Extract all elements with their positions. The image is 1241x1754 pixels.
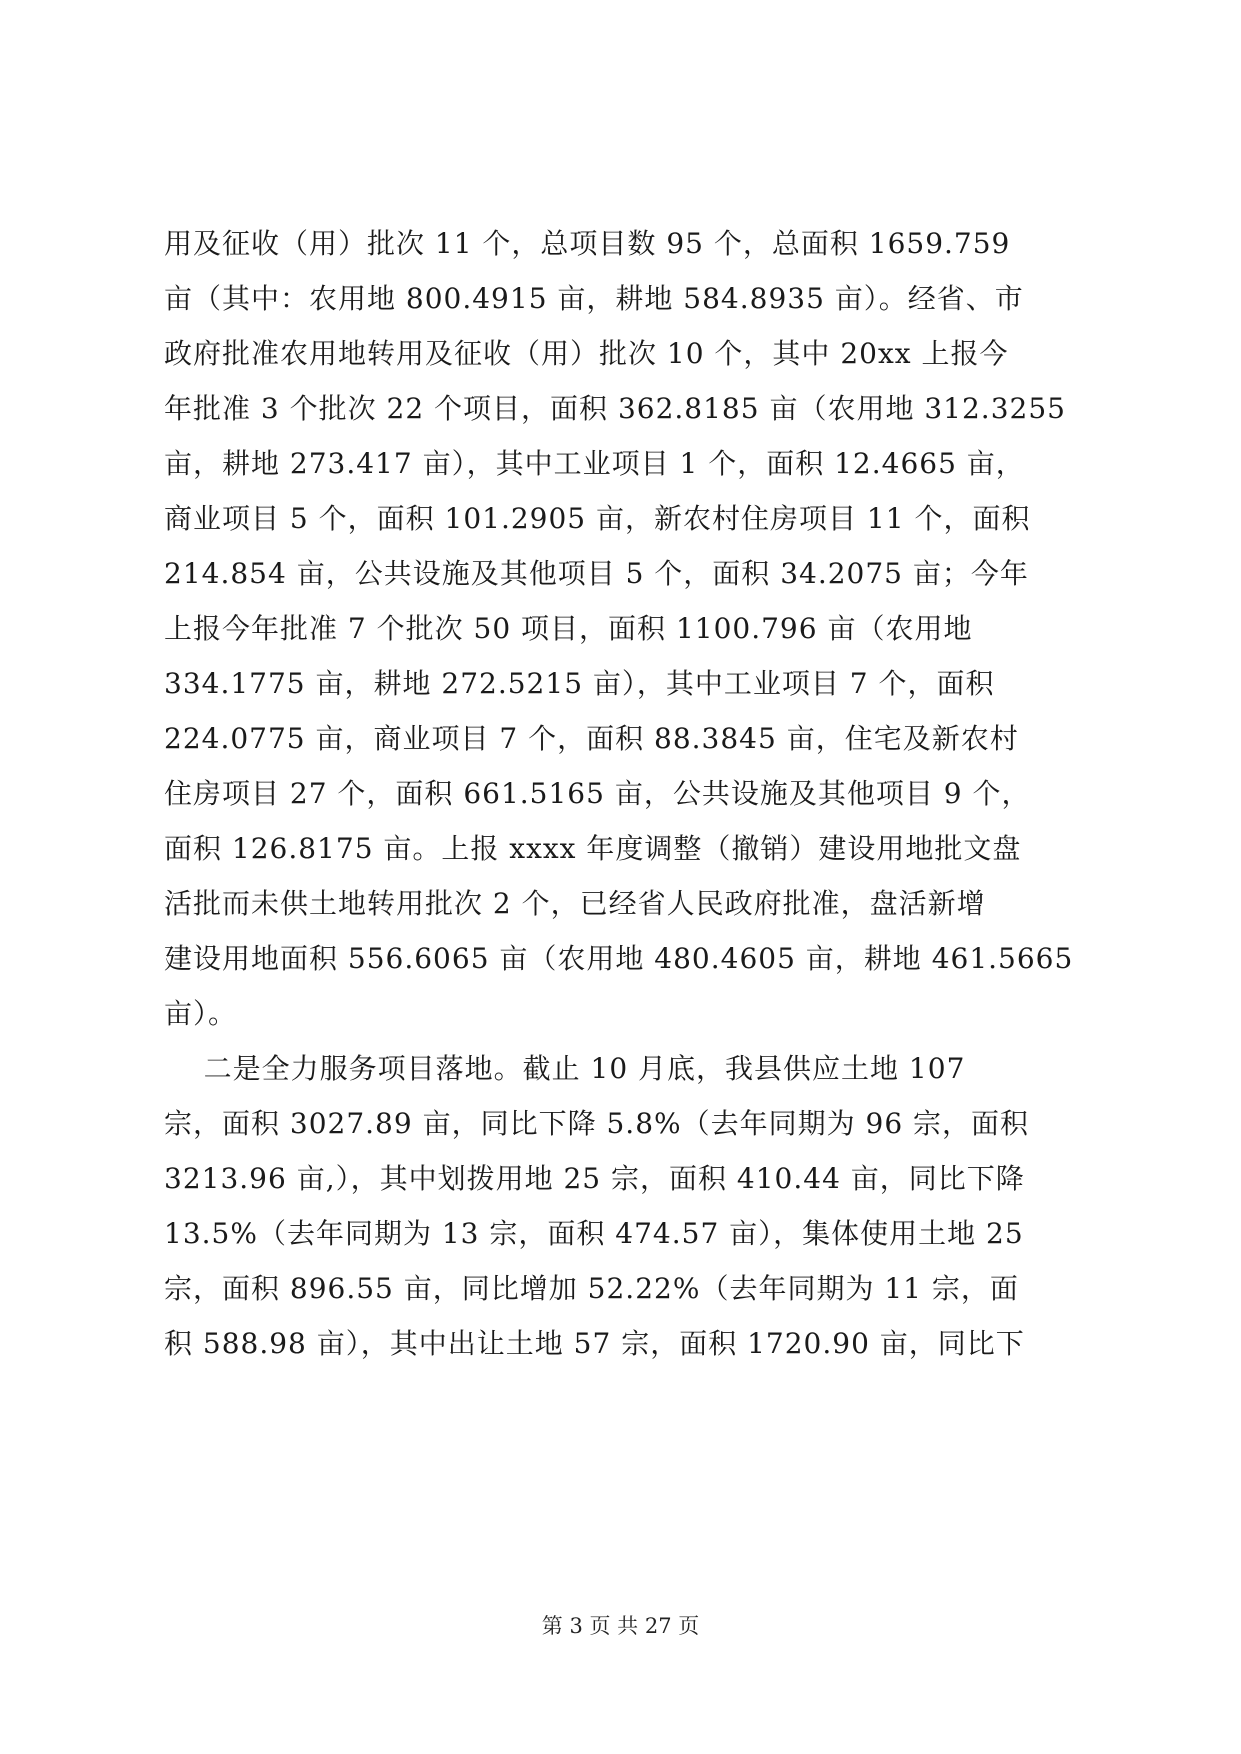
body-text-line: 宗，面积 896.55 亩，同比增加 52.22%（去年同期为 11 宗，面 xyxy=(164,1272,1019,1305)
body-text-line: 商业项目 5 个，面积 101.2905 亩，新农村住房项目 11 个，面积 xyxy=(164,502,1031,535)
body-text-line: 亩）。 xyxy=(164,997,238,1030)
body-text-line: 334.1775 亩，耕地 272.5215 亩），其中工业项目 7 个，面积 xyxy=(164,667,995,700)
body-text-line: 面积 126.8175 亩。上报 xxxx 年度调整（撤销）建设用地批文盘 xyxy=(164,832,1022,865)
body-text-line: 积 588.98 亩），其中出让土地 57 宗，面积 1720.90 亩，同比下 xyxy=(164,1327,1025,1360)
body-text-line: 年批准 3 个批次 22 个项目，面积 362.8185 亩（农用地 312.3255 xyxy=(164,392,1066,425)
body-text-line: 活批而未供土地转用批次 2 个，已经省人民政府批准，盘活新增 xyxy=(164,887,986,920)
body-text-line: 政府批准农用地转用及征收（用）批次 10 个，其中 20xx 上报今 xyxy=(164,337,1009,370)
body-text-line: 宗，面积 3027.89 亩，同比下降 5.8%（去年同期为 96 宗，面积 xyxy=(164,1107,1030,1140)
body-text-line: 用及征收（用）批次 11 个，总项目数 95 个，总面积 1659.759 xyxy=(164,227,1011,260)
body-text-line: 214.854 亩，公共设施及其他项目 5 个，面积 34.2075 亩；今年 xyxy=(164,557,1029,590)
paragraph-start-line: 二是全力服务项目落地。截止 10 月底，我县供应土地 107 xyxy=(164,1052,966,1085)
body-text-line: 建设用地面积 556.6065 亩（农用地 480.4605 亩，耕地 461.5665 xyxy=(164,942,1074,975)
body-text-line: 13.5%（去年同期为 13 宗，面积 474.57 亩），集体使用土地 25 xyxy=(164,1217,1024,1250)
body-text-line: 亩，耕地 273.417 亩），其中工业项目 1 个，面积 12.4665 亩， xyxy=(164,447,1025,480)
body-text-line: 3213.96 亩,），其中划拨用地 25 宗，面积 410.44 亩，同比下降 xyxy=(164,1162,1025,1195)
body-text-line: 亩（其中：农用地 800.4915 亩，耕地 584.8935 亩）。经省、市 xyxy=(164,282,1024,315)
page-number-footer: 第 3 页 共 27 页 xyxy=(541,1614,700,1638)
body-text-line: 住房项目 27 个，面积 661.5165 亩，公共设施及其他项目 9 个， xyxy=(164,777,1031,810)
body-text-line: 上报今年批准 7 个批次 50 项目，面积 1100.796 亩（农用地 xyxy=(164,612,973,645)
body-text-line: 224.0775 亩，商业项目 7 个，面积 88.3845 亩，住宅及新农村 xyxy=(164,722,1019,755)
